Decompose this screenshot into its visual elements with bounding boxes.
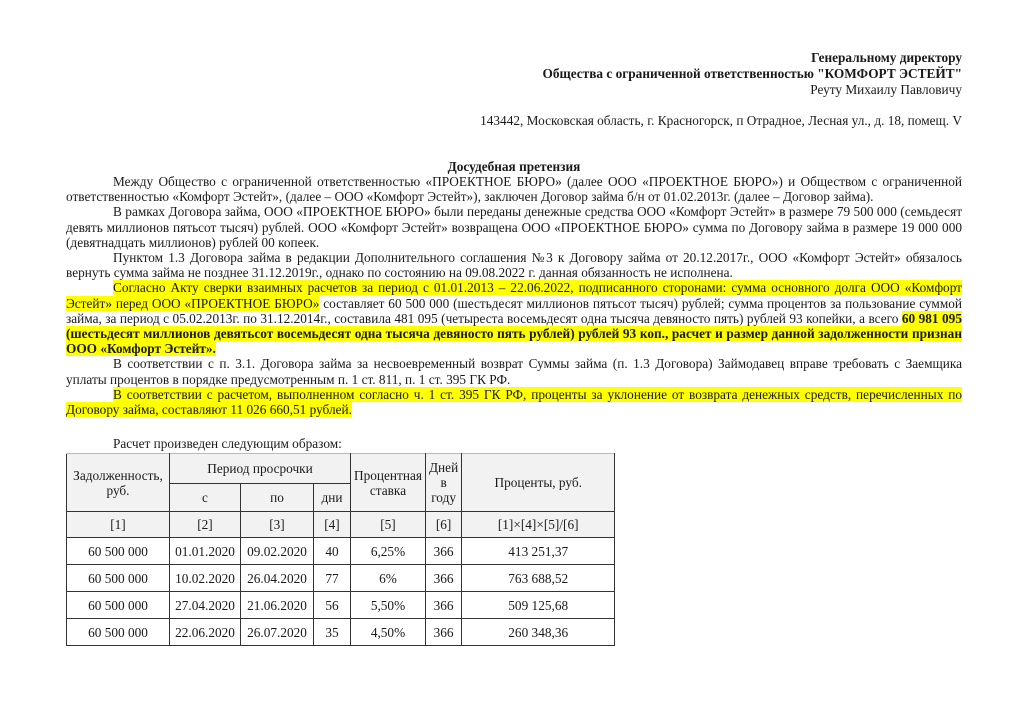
paragraph-loan-transfer: В рамках Договора займа, ООО «ПРОЕКТНОЕ БЮРО» были переданы денежные средства ООО «Комфорт Эстейт» в размере 79 500 000 (семьдесят девять миллионов пятьсот тысяч) рублей. ООО «Комфорт Эстейт» возвращена ООО «ПРОЕКТНОЕ БЮРО» сумма по Договору займа в размере 19 000 000 (девятнадцать миллионов) рублей 00 копеек. bbox=[66, 204, 962, 250]
calculation-label: Расчет произведен следующим образом: bbox=[113, 436, 342, 451]
paragraph-repayment-term: Пунктом 1.3 Договора займа в редакции Дополнительного соглашения №3 к Договору займа от 20.12.2017г., ООО «Комфорт Эстейт» обязалось вернуть сумма займа не позднее 31.12.2019г., однако по состоянию на 09.08.2022 г. данная обязанность не исполнена. bbox=[66, 250, 962, 281]
header-from: с bbox=[170, 484, 241, 512]
cell-days: 40 bbox=[314, 538, 351, 565]
table-row bbox=[67, 538, 615, 565]
paragraph-reconciliation bbox=[66, 280, 962, 356]
index-cell: [1] bbox=[67, 512, 170, 538]
cell-rate: 5,50% bbox=[351, 592, 426, 619]
cell-to: 26.04.2020 bbox=[241, 565, 314, 592]
cell-from: 27.04.2020 bbox=[170, 592, 241, 619]
highlight-total-debt: 60 981 095 (шестьдесят миллионов девятьсот восемьдесят одна тысяча девяносто пять рублей) рублей 93 коп., расчет и размер данной задолженности признан ООО «Комфорт Эстейт». bbox=[66, 310, 962, 357]
document-body bbox=[66, 174, 962, 417]
cell-days-in-year: 366 bbox=[425, 619, 461, 646]
table-row bbox=[67, 619, 615, 646]
cell-days: 56 bbox=[314, 592, 351, 619]
index-cell: [3] bbox=[241, 512, 314, 538]
header-days: дни bbox=[314, 484, 351, 512]
index-cell: [4] bbox=[314, 512, 351, 538]
addressee-position: Генеральному директору bbox=[811, 50, 962, 65]
cell-from: 01.01.2020 bbox=[170, 538, 241, 565]
cell-days: 77 bbox=[314, 565, 351, 592]
paragraph-interest-right: В соответствии с п. 3.1. Договора займа за несвоевременный возврат Суммы займа (п. 1.3 Договора) Займодавец вправе требовать с Заемщика уплаты процентов в порядке предусмотренным п. 1 ст. 811, п. 1 ст. 395 ГК РФ. bbox=[66, 356, 962, 387]
table-row bbox=[67, 565, 615, 592]
addressee-address: 143442, Московская область, г. Красногорск, п Отрадное, Лесная ул., д. 18, помещ. V bbox=[480, 113, 962, 128]
cell-days: 35 bbox=[314, 619, 351, 646]
addressee-block bbox=[543, 50, 963, 98]
header-period: Период просрочки bbox=[170, 454, 351, 484]
column-index-row bbox=[67, 512, 615, 538]
index-cell: [2] bbox=[170, 512, 241, 538]
paragraph-parties: Между Общество с ограниченной ответственностью «ПРОЕКТНОЕ БЮРО» (далее ООО «ПРОЕКТНОЕ БЮРО») и Обществом с ограниченной ответственностью «Комфорт Эстейт», (далее – ООО «Комфорт Эстейт»), заключен Договор займа б/н от 01.02.2013г. (далее – Договор займа). bbox=[66, 174, 962, 205]
cell-to: 26.07.2020 bbox=[241, 619, 314, 646]
cell-from: 22.06.2020 bbox=[170, 619, 241, 646]
cell-to: 21.06.2020 bbox=[241, 592, 314, 619]
cell-rate: 6,25% bbox=[351, 538, 426, 565]
index-cell: [6] bbox=[425, 512, 461, 538]
addressee-company: Общества с ограниченной ответственностью "КОМФОРТ ЭСТЕЙТ" bbox=[542, 66, 962, 81]
paragraph-interest-amount bbox=[66, 387, 962, 417]
cell-interest: 413 251,37 bbox=[462, 538, 615, 565]
index-cell: [1]×[4]×[5]/[6] bbox=[462, 512, 615, 538]
cell-interest: 509 125,68 bbox=[462, 592, 615, 619]
cell-rate: 4,50% bbox=[351, 619, 426, 646]
cell-debt: 60 500 000 bbox=[67, 538, 170, 565]
cell-debt: 60 500 000 bbox=[67, 565, 170, 592]
header-days-in-year: Дней в году bbox=[425, 454, 461, 512]
cell-interest: 763 688,52 bbox=[462, 565, 615, 592]
highlight-interest-amount: В соответствии с расчетом, выполненном согласно ч. 1 ст. 395 ГК РФ, проценты за уклонение от возврата денежных средств, перечисленных по Договору займа, составляют 11 026 660,51 рублей. bbox=[66, 386, 962, 418]
cell-to: 09.02.2020 bbox=[241, 538, 314, 565]
highlight-reconciliation-intro: Согласно Акту сверки взаимных расчетов за период с 01.01.2013 – 22.06.2022, подписанного сторонами: сумма основного долга ООО «Комфорт Эстейт» перед ООО «ПРОЕКТНОЕ БЮРО» bbox=[66, 280, 962, 311]
cell-days-in-year: 366 bbox=[425, 592, 461, 619]
cell-debt: 60 500 000 bbox=[67, 619, 170, 646]
cell-debt: 60 500 000 bbox=[67, 592, 170, 619]
table-row bbox=[67, 592, 615, 619]
header-to: по bbox=[241, 484, 314, 512]
cell-days-in-year: 366 bbox=[425, 565, 461, 592]
header-rate: Процентная ставка bbox=[351, 454, 426, 512]
reconciliation-details: составляет 60 500 000 (шестьдесят миллионов пятьсот тысяч) рублей; сумма процентов за пользование суммой займа, за период с 05.02.2013г. по 31.12.2014г., составила 481 095 (четыреста восемьдесят одна тысяча девяносто пять) рублей 93 копейки, а всего bbox=[66, 295, 963, 326]
header-debt: Задолженность, руб. bbox=[67, 454, 170, 512]
cell-from: 10.02.2020 bbox=[170, 565, 241, 592]
cell-interest: 260 348,36 bbox=[462, 619, 615, 646]
cell-rate: 6% bbox=[351, 565, 426, 592]
index-cell: [5] bbox=[351, 512, 426, 538]
interest-calculation-table bbox=[66, 453, 615, 646]
cell-days-in-year: 366 bbox=[425, 538, 461, 565]
header-interest: Проценты, руб. bbox=[462, 454, 615, 512]
addressee-name: Реуту Михаилу Павловичу bbox=[810, 82, 962, 97]
document-title: Досудебная претензия bbox=[447, 159, 581, 174]
